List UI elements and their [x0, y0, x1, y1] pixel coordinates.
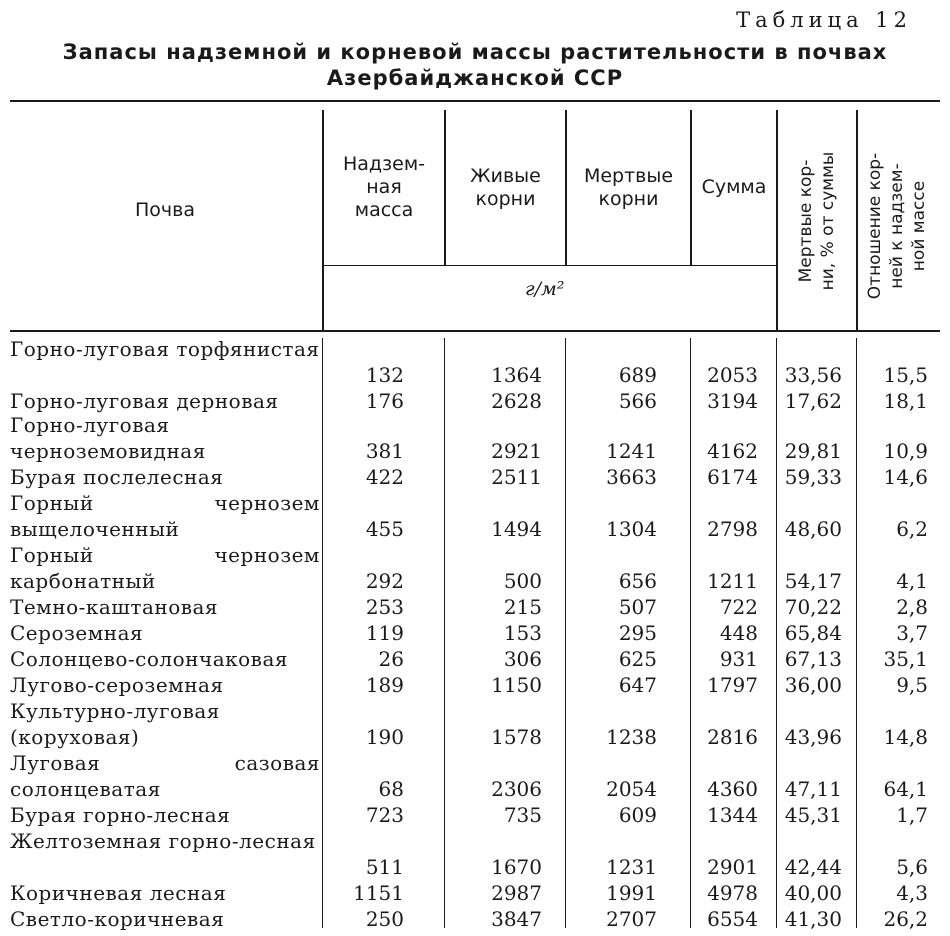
cell-ratio: 9,5 [896, 673, 928, 697]
cell-pct: 33,56 [784, 363, 842, 387]
cell-live: 306 [503, 647, 542, 671]
header-roots-to-above-ratio: Отношение кор- ней к надзем- ной массе [865, 152, 929, 300]
soil-name: Темно-каштановая [10, 595, 219, 619]
body-divider [322, 338, 323, 928]
table-title-line-1: Запасы надземной и корневой массы растительности в почвах [62, 40, 888, 64]
cell-ratio: 3,7 [896, 621, 928, 645]
cell-live: 735 [503, 803, 542, 827]
cell-pct: 17,62 [784, 389, 842, 413]
soil-name: Коричневая лесная [10, 881, 227, 905]
cell-pct: 70,22 [784, 595, 842, 619]
cell-pct: 59,33 [784, 465, 842, 489]
cell-dead: 656 [618, 569, 657, 593]
cell-pct: 65,84 [784, 621, 842, 645]
body-divider [690, 338, 691, 928]
cell-ratio: 4,3 [896, 881, 928, 905]
cell-pct: 43,96 [784, 725, 842, 749]
cell-live: 2921 [491, 439, 542, 463]
soil-name: Желтоземная горно-лесная [10, 829, 316, 853]
table-number: Таблица 12 [736, 8, 912, 32]
cell-above: 723 [365, 803, 404, 827]
header-unit: г/м² [525, 278, 565, 300]
cell-sum: 2816 [707, 725, 758, 749]
cell-dead: 1238 [606, 725, 657, 749]
cell-above: 132 [365, 363, 404, 387]
cell-above: 190 [365, 725, 404, 749]
cell-dead: 625 [618, 647, 657, 671]
header-top-rule [10, 100, 940, 102]
cell-above: 422 [365, 465, 404, 489]
cell-sum: 1344 [707, 803, 758, 827]
cell-above: 68 [378, 777, 404, 801]
cell-above: 176 [365, 389, 404, 413]
cell-pct: 42,44 [784, 855, 842, 879]
cell-ratio: 5,6 [896, 855, 928, 879]
cell-live: 1150 [491, 673, 542, 697]
cell-sum: 2901 [707, 855, 758, 879]
soil-name: Горно-луговая черноземовидная [10, 413, 206, 463]
soil-name: Светло-коричневая [10, 907, 225, 931]
cell-ratio: 4,1 [896, 569, 928, 593]
cell-pct: 47,11 [784, 777, 842, 801]
cell-sum: 931 [719, 647, 758, 671]
cell-dead: 507 [618, 595, 657, 619]
cell-pct: 36,00 [784, 673, 842, 697]
soil-name: Бурая послелесная [10, 465, 224, 489]
cell-live: 153 [503, 621, 542, 645]
cell-dead: 1231 [606, 855, 657, 879]
header-dead-roots: Мертвые корни [583, 164, 674, 210]
cell-dead: 647 [618, 673, 657, 697]
body-divider [776, 338, 777, 928]
cell-pct: 48,60 [784, 517, 842, 541]
cell-above: 511 [365, 855, 404, 879]
cell-dead: 2054 [606, 777, 657, 801]
cell-ratio: 64,1 [883, 777, 928, 801]
cell-above: 1151 [353, 881, 404, 905]
cell-live: 500 [503, 569, 542, 593]
header-bottom-rule [10, 330, 940, 332]
cell-pct: 29,81 [784, 439, 842, 463]
cell-pct: 67,13 [784, 647, 842, 671]
header-divider [776, 110, 778, 330]
soil-name: Солонцево-солончаковая [10, 647, 288, 671]
header-soil: Почва [135, 198, 195, 221]
cell-sum: 6554 [707, 907, 758, 931]
cell-ratio: 2,8 [896, 595, 928, 619]
cell-ratio: 18,1 [883, 389, 928, 413]
soil-name: Горный чернозем выщелоченный [10, 491, 320, 541]
cell-dead: 1304 [606, 517, 657, 541]
cell-above: 292 [365, 569, 404, 593]
cell-dead: 1241 [606, 439, 657, 463]
cell-live: 2987 [491, 881, 542, 905]
cell-pct: 41,30 [784, 907, 842, 931]
cell-dead: 689 [618, 363, 657, 387]
cell-dead: 1991 [606, 881, 657, 905]
unit-rule [322, 265, 776, 266]
cell-ratio: 15,5 [883, 363, 928, 387]
cell-sum: 4162 [707, 439, 758, 463]
cell-ratio: 35,1 [883, 647, 928, 671]
cell-dead: 295 [618, 621, 657, 645]
cell-ratio: 14,8 [883, 725, 928, 749]
body-divider [444, 338, 445, 928]
cell-ratio: 26,2 [883, 907, 928, 931]
cell-sum: 1797 [707, 673, 758, 697]
soil-name: Сероземная [10, 621, 144, 645]
soil-name: Лугово-сероземная [10, 673, 224, 697]
header-above-ground-mass: Надзем- ная масса [342, 153, 426, 221]
cell-live: 1670 [491, 855, 542, 879]
cell-above: 26 [378, 647, 404, 671]
cell-dead: 2707 [606, 907, 657, 931]
cell-sum: 722 [719, 595, 758, 619]
cell-dead: 3663 [606, 465, 657, 489]
cell-live: 1494 [491, 517, 542, 541]
soil-name: Горно-луговая торфянистая [10, 337, 320, 361]
cell-ratio: 6,2 [896, 517, 928, 541]
soil-name: Бурая горно-лесная [10, 803, 231, 827]
soil-name: Культурно-луговая (коруховая) [10, 699, 220, 749]
cell-sum: 3194 [707, 389, 758, 413]
cell-sum: 6174 [707, 465, 758, 489]
cell-above: 253 [365, 595, 404, 619]
cell-ratio: 1,7 [896, 803, 928, 827]
soil-name: Горно-луговая дерновая [10, 389, 279, 413]
cell-above: 381 [365, 439, 404, 463]
cell-live: 2511 [491, 465, 542, 489]
cell-sum: 2798 [707, 517, 758, 541]
cell-dead: 566 [618, 389, 657, 413]
cell-above: 119 [365, 621, 404, 645]
table-title-line-2: Азербайджанской ССР [326, 66, 624, 90]
cell-ratio: 14,6 [883, 465, 928, 489]
cell-pct: 54,17 [784, 569, 842, 593]
cell-live: 2306 [491, 777, 542, 801]
cell-pct: 45,31 [784, 803, 842, 827]
cell-live: 1364 [491, 363, 542, 387]
cell-sum: 2053 [707, 363, 758, 387]
body-divider [565, 338, 566, 928]
cell-above: 455 [365, 517, 404, 541]
cell-pct: 40,00 [784, 881, 842, 905]
header-sum: Сумма [701, 176, 767, 198]
cell-live: 3847 [491, 907, 542, 931]
cell-sum: 4978 [707, 881, 758, 905]
header-live-roots: Живые корни [470, 164, 541, 210]
cell-above: 189 [365, 673, 404, 697]
cell-live: 2628 [491, 389, 542, 413]
header-dead-roots-percent: Мертвые кор- ни, % от суммы [796, 151, 838, 291]
cell-above: 250 [365, 907, 404, 931]
cell-sum: 4360 [707, 777, 758, 801]
cell-live: 1578 [491, 725, 542, 749]
cell-ratio: 10,9 [883, 439, 928, 463]
cell-sum: 1211 [707, 569, 758, 593]
body-divider [856, 338, 857, 928]
cell-sum: 448 [719, 621, 758, 645]
soil-name: Луговая сазовая солонцеватая [10, 751, 320, 801]
cell-dead: 609 [618, 803, 657, 827]
soil-name: Горный чернозем карбонатный [10, 543, 320, 593]
cell-live: 215 [503, 595, 542, 619]
